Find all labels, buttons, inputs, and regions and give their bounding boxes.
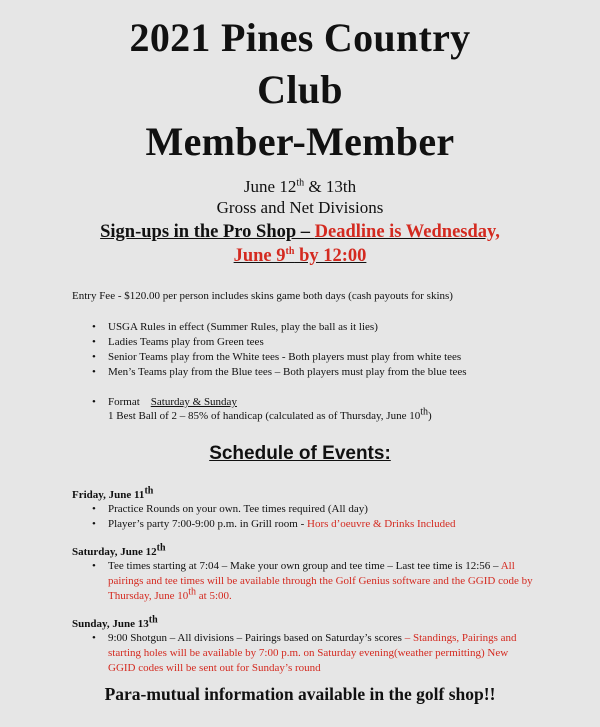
event-divisions: Gross and Net Divisions (216, 198, 384, 217)
event-dates (0, 176, 600, 197)
sunday-label: Sunday, June 13th (72, 614, 158, 630)
dates-mid: & 13th (304, 177, 357, 196)
list-item: • Men’s Teams play from the Blue tees – Both players must play from the blue tees (108, 365, 600, 380)
sunday-list (0, 631, 600, 676)
dates-sup: th (296, 177, 305, 189)
list-item: • 9:00 Shotgun – All divisions – Pairings based on Saturday’s scores – Standings, Pairings and starting holes will be available by 7:00 p.m. on Saturday evening(weather permitting) New GGID codes will be sent out for Sunday’s round (108, 631, 600, 676)
format-line (108, 395, 600, 409)
title-line-2: Club (257, 67, 343, 112)
list-item: • Player’s party 7:00-9:00 p.m. in Grill room - Hors d’oeuvre & Drinks Included (108, 517, 600, 532)
format-detail: 1 Best Ball of 2 – 85% of handicap (calculated as of Thursday, June 10th) (108, 406, 432, 422)
schedule-heading: Schedule of Events: (209, 443, 391, 464)
saturday-section (0, 542, 600, 604)
format-label: Format (108, 396, 140, 408)
saturday-list (0, 559, 600, 604)
dates-prefix: June 12 (243, 177, 297, 196)
list-item: • Senior Teams play from the White tees - Both players must play from white tees (108, 350, 600, 365)
saturday-label: Saturday, June 12th (72, 542, 166, 558)
signup-notice (0, 220, 600, 268)
event-title (0, 12, 600, 168)
closing-note: Para-mutual information available in the golf shop!! (104, 684, 496, 704)
rules-list (0, 320, 600, 380)
deadline-date: June 9th by 12:00 (233, 245, 367, 266)
list-item: • Ladies Teams play from Green tees (108, 335, 600, 350)
format-value: Saturday & Sunday (150, 396, 237, 408)
friday-section (0, 485, 600, 532)
format-block (108, 395, 600, 423)
list-item: • Practice Rounds on your own. Tee times required (All day) (108, 502, 600, 517)
entry-fee: Entry Fee - $120.00 per person includes skins game both days (cash payouts for skins) (72, 290, 453, 302)
list-item: • USGA Rules in effect (Summer Rules, play the ball as it lies) (108, 320, 600, 335)
friday-label: Friday, June 11th (72, 485, 154, 501)
list-item: • Tee times starting at 7:04 – Make your own group and tee time – Last tee time is 12:56 – All pairings and tee times will be available through the Golf Genius software and the GGID code by Thursday, June 10th at 5:00. (108, 559, 600, 604)
friday-list (0, 502, 600, 532)
title-line-3: Member-Member (145, 119, 455, 164)
sunday-section (0, 614, 600, 676)
signup-text: Sign-ups in the Pro Shop – (100, 222, 315, 242)
title-line-1: 2021 Pines Country (129, 15, 471, 60)
deadline-text: Deadline is Wednesday, (314, 222, 500, 242)
